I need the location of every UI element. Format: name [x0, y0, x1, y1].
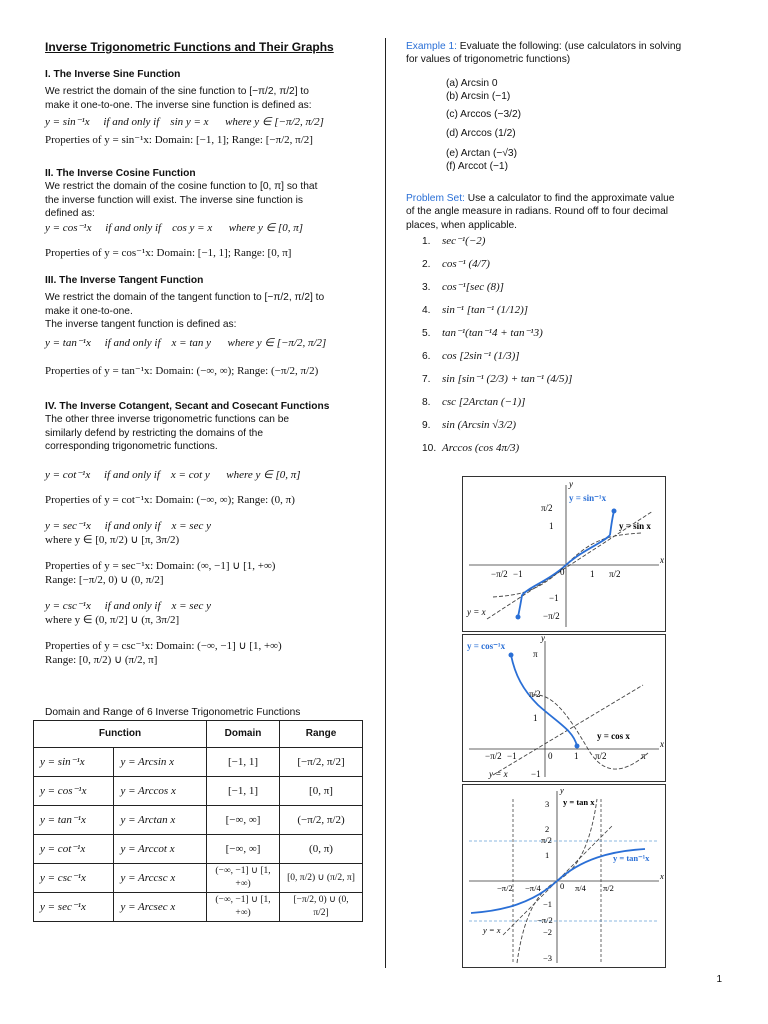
- tick-label: 0: [560, 567, 565, 577]
- properties: Properties of y = cos⁻¹x: Domain: [−1, 1]; Range: [0, π]: [45, 247, 292, 260]
- arcsin-curve-end: [610, 511, 614, 535]
- tick-label: −1: [543, 899, 553, 909]
- example-list: [446, 77, 736, 174]
- properties: Properties of y = tan⁻¹x: Domain: (−∞, ∞); Range: (−π/2, π/2): [45, 365, 319, 378]
- cell-range: [0, π/2) ∪ (π/2, π]: [280, 864, 363, 893]
- cell-function: y = cot⁻¹x: [34, 835, 114, 864]
- tick-label: −1: [513, 569, 523, 579]
- item-number: 1.: [422, 235, 431, 247]
- page-title: Inverse Trigonometric Functions and Their Graphs: [45, 40, 334, 54]
- endpoint-dot: [612, 509, 617, 514]
- example-text-2: for values of trigonometric functions): [406, 54, 571, 66]
- item-number: 6.: [422, 350, 431, 362]
- table-row: [34, 777, 363, 806]
- tick-label: π/2: [603, 883, 614, 893]
- item-number: 9.: [422, 419, 431, 431]
- list-item: (c) Arccos (−3/2): [446, 108, 522, 120]
- cell-arc-name: y = Arccos x: [114, 777, 207, 806]
- example-text: Evaluate the following: (use calculators in solving: [456, 41, 682, 52]
- list-item: [422, 441, 736, 464]
- tick-label: 1: [574, 751, 579, 761]
- section-text: The other three inverse trigonometric functions can be: [45, 414, 290, 426]
- axis-label-x: x: [660, 739, 664, 749]
- list-item: [422, 395, 736, 418]
- problem-set-intro: [406, 192, 736, 205]
- section-heading: III. The Inverse Tangent Function: [45, 275, 204, 286]
- item-expression: csc [2Arctan (−1)]: [442, 395, 526, 408]
- cell-domain: (−∞, −1] ∪ [1, +∞): [207, 864, 280, 893]
- tick-label: −2: [543, 927, 553, 937]
- item-number: 5.: [422, 327, 431, 339]
- item-expression: cos⁻¹[sec (8)]: [442, 280, 504, 293]
- section-text: We restrict the domain of the sine function to [−π/2, π/2] to: [45, 86, 309, 98]
- section-text: The inverse tangent function is defined as:: [45, 319, 237, 331]
- tick-label: π/2: [541, 503, 553, 513]
- inverse-trig-table: [33, 720, 363, 922]
- cell-function: y = csc⁻¹x: [34, 864, 114, 893]
- arccos-graph: [462, 634, 666, 782]
- cell-function: y = sin⁻¹x: [34, 748, 114, 777]
- list-item: [422, 372, 736, 395]
- item-expression: Arccos (cos 4π/3): [442, 441, 520, 454]
- cell-arc-name: y = Arccsc x: [114, 864, 207, 893]
- table-row: [34, 864, 363, 893]
- arccos-curve: [511, 655, 577, 746]
- tick-label: 0: [560, 881, 565, 891]
- tick-label: −π/4: [525, 883, 541, 893]
- cot-definition: y = cot⁻¹x if and only if x = cot y where y ∈ [0, π]: [45, 468, 301, 481]
- cell-range: [0, π]: [280, 777, 363, 806]
- cell-domain: [−1, 1]: [207, 777, 280, 806]
- tick-label: π/2: [595, 751, 607, 761]
- header-range: Range: [280, 721, 363, 748]
- axis-label-y: y: [541, 634, 545, 643]
- axis-label-x: x: [660, 871, 664, 881]
- section-inverse-sine: [45, 68, 375, 147]
- item-expression: sin [sin⁻¹ (2/3) + tan⁻¹ (4/5)]: [442, 372, 573, 385]
- sec-where: where y ∈ [0, π/2) ∪ [π, 3π/2): [45, 534, 180, 547]
- header-domain: Domain: [207, 721, 280, 748]
- tick-label: −π/2: [537, 915, 553, 925]
- tick-label: π/2: [609, 569, 621, 579]
- sec-properties: Properties of y = sec⁻¹x: Domain: (∞, −1] ∪ [1, +∞): [45, 559, 276, 572]
- csc-properties: Properties of y = csc⁻¹x: Domain: (−∞, −1] ∪ [1, +∞): [45, 639, 282, 652]
- tick-label: π/4: [575, 883, 586, 893]
- item-expression: cos⁻¹ (4/7): [442, 257, 490, 270]
- list-item: (f) Arccot (−1): [446, 161, 508, 173]
- problem-set-label: Problem Set:: [406, 192, 465, 204]
- section-heading: II. The Inverse Cosine Function: [45, 168, 196, 179]
- endpoint-dot: [516, 615, 521, 620]
- arctan-graph: [462, 784, 666, 968]
- page-number: 1: [716, 974, 722, 985]
- item-number: 10.: [422, 442, 437, 454]
- curve-label-arctan: y = tan⁻¹x: [613, 853, 650, 863]
- tick-label: −π/2: [543, 611, 560, 621]
- cell-domain: [−∞, ∞]: [207, 835, 280, 864]
- cell-arc-name: y = Arcsin x: [114, 748, 207, 777]
- list-item: [422, 326, 736, 349]
- axis-label-y: y: [560, 785, 564, 795]
- curve-label-arccos: y = cos⁻¹x: [467, 641, 506, 651]
- curve-label-tan: y = tan x: [563, 797, 595, 807]
- csc-range: Range: [0, π/2) ∪ (π/2, π]: [45, 654, 158, 667]
- cell-function: y = cos⁻¹x: [34, 777, 114, 806]
- properties: Properties of y = sin⁻¹x: Domain: [−1, 1]; Range: [−π/2, π/2]: [45, 133, 313, 146]
- tick-label: π/2: [529, 689, 541, 699]
- axis-label-y: y: [569, 479, 573, 489]
- item-number: 8.: [422, 396, 431, 408]
- tick-label: −1: [507, 751, 517, 761]
- axis-label-x: x: [660, 555, 664, 565]
- tick-label: 1: [545, 850, 550, 860]
- cot-properties: Properties of y = cot⁻¹x: Domain: (−∞, ∞); Range: (0, π): [45, 494, 295, 507]
- curve-label-yx: y = x: [483, 925, 501, 935]
- section-text: make it one-to-one. The inverse sine function is defined as:: [45, 99, 312, 111]
- curve-label-yx: y = x: [489, 769, 508, 779]
- section-other-inverses: [45, 400, 375, 668]
- csc-where: where y ∈ (0, π/2] ∪ (π, 3π/2]: [45, 614, 180, 627]
- section-text: defined as:: [45, 208, 95, 220]
- table-row: [34, 806, 363, 835]
- item-expression: sin (Arcsin √3/2): [442, 418, 517, 431]
- tick-label: −1: [531, 769, 541, 779]
- item-number: 2.: [422, 258, 431, 270]
- sec-definition: y = sec⁻¹x if and only if x = sec y: [45, 519, 211, 532]
- section-text: We restrict the domain of the cosine function to [0, π] so that: [45, 181, 318, 193]
- tick-label: −1: [549, 593, 559, 603]
- definition: y = tan⁻¹x if and only if x = tan y where y ∈ [−π/2, π/2]: [45, 336, 327, 349]
- item-expression: sin⁻¹ [tan⁻¹ (1/12)]: [442, 303, 529, 316]
- list-item: [422, 257, 736, 280]
- section-inverse-tangent: [45, 274, 375, 379]
- header-function: Function: [34, 721, 207, 748]
- list-item: (d) Arccos (1/2): [446, 128, 516, 140]
- cell-domain: [−1, 1]: [207, 748, 280, 777]
- section-text: similarly defend by restricting the domains of the: [45, 427, 264, 439]
- table-row: [34, 748, 363, 777]
- section-heading: I. The Inverse Sine Function: [45, 69, 181, 80]
- curve-label-cos: y = cos x: [597, 731, 630, 741]
- section-text: We restrict the domain of the tangent function to [−π/2, π/2] to: [45, 292, 325, 304]
- curve-label-arcsin: y = sin⁻¹x: [569, 493, 607, 503]
- tick-label: −π/2: [497, 883, 513, 893]
- table-header-row: [34, 721, 363, 748]
- tick-label: 2: [545, 824, 550, 834]
- definition: y = cos⁻¹x if and only if cos y = x where y ∈ [0, π]: [45, 221, 303, 234]
- problem-list: [422, 234, 736, 464]
- cell-domain: (−∞, −1] ∪ [1, +∞): [207, 893, 280, 922]
- cell-arc-name: y = Arcsec x: [114, 893, 207, 922]
- cell-arc-name: y = Arccot x: [114, 835, 207, 864]
- list-item: [422, 349, 736, 372]
- cell-range: (0, π): [280, 835, 363, 864]
- curve-label-sin: y = sin x: [619, 521, 651, 531]
- endpoint-dot: [575, 744, 580, 749]
- cell-range: (−π/2, π/2): [280, 806, 363, 835]
- tick-label: 3: [545, 799, 550, 809]
- tick-label: 1: [590, 569, 595, 579]
- curve-label-yx: y = x: [467, 607, 486, 617]
- list-item: [422, 418, 736, 441]
- problem-set-text-3: places, when applicable.: [406, 219, 518, 231]
- example-intro: [406, 40, 736, 53]
- tick-label: 0: [548, 751, 553, 761]
- tick-label: −π/2: [485, 751, 502, 761]
- list-item: (a) Arcsin 0: [446, 77, 498, 89]
- tick-label: π/2: [541, 835, 552, 845]
- item-expression: sec⁻¹(−2): [442, 234, 486, 247]
- tick-label: π: [533, 649, 538, 659]
- item-number: 4.: [422, 304, 431, 316]
- item-number: 3.: [422, 281, 431, 293]
- tick-label: 1: [533, 713, 538, 723]
- tick-label: π: [641, 751, 646, 761]
- section-text: the inverse function will exist. The inverse sine function is: [45, 194, 304, 206]
- table-caption: Domain and Range of 6 Inverse Trigonometric Functions: [45, 707, 301, 718]
- cell-domain: [−∞, ∞]: [207, 806, 280, 835]
- arcsin-graph: [462, 476, 666, 632]
- section-inverse-cosine: [45, 167, 375, 261]
- cell-arc-name: y = Arctan x: [114, 806, 207, 835]
- list-item: [422, 303, 736, 326]
- list-item: [422, 234, 736, 257]
- definition: y = sin⁻¹x if and only if sin y = x where y ∈ [−π/2, π/2]: [45, 116, 324, 129]
- problem-set-text: Use a calculator to find the approximate value: [464, 192, 675, 204]
- right-column: [406, 40, 736, 464]
- section-text: make it one-to-one.: [45, 305, 133, 317]
- cell-range: [−π/2, 0) ∪ (0, π/2]: [280, 893, 363, 922]
- cell-function: y = tan⁻¹x: [34, 806, 114, 835]
- column-divider: [385, 38, 386, 968]
- example-label: Example 1:: [406, 41, 457, 52]
- problem-set-text-2: of the angle measure in radians. Round off to four decimal: [406, 206, 669, 218]
- tick-label: −3: [543, 953, 553, 963]
- csc-definition: y = csc⁻¹x if and only if x = sec y: [45, 599, 211, 612]
- cell-range: [−π/2, π/2]: [280, 748, 363, 777]
- tick-label: 1: [549, 521, 554, 531]
- item-number: 7.: [422, 373, 431, 385]
- section-heading: IV. The Inverse Cotangent, Secant and Cosecant Functions: [45, 401, 330, 412]
- list-item: (b) Arcsin (−1): [446, 91, 511, 103]
- endpoint-dot: [509, 653, 514, 658]
- list-item: (e) Arctan (−√3): [446, 147, 517, 159]
- tick-label: −π/2: [491, 569, 508, 579]
- cell-function: y = sec⁻¹x: [34, 893, 114, 922]
- sec-range: Range: [−π/2, 0) ∪ (0, π/2]: [45, 574, 164, 587]
- table-row: [34, 893, 363, 922]
- item-expression: cos [2sin⁻¹ (1/3)]: [442, 349, 520, 362]
- left-column: [45, 40, 375, 718]
- item-expression: tan⁻¹(tan⁻¹4 + tan⁻¹3): [442, 326, 543, 339]
- table-row: [34, 835, 363, 864]
- list-item: [422, 280, 736, 303]
- section-text: corresponding trigonometric functions.: [45, 441, 218, 453]
